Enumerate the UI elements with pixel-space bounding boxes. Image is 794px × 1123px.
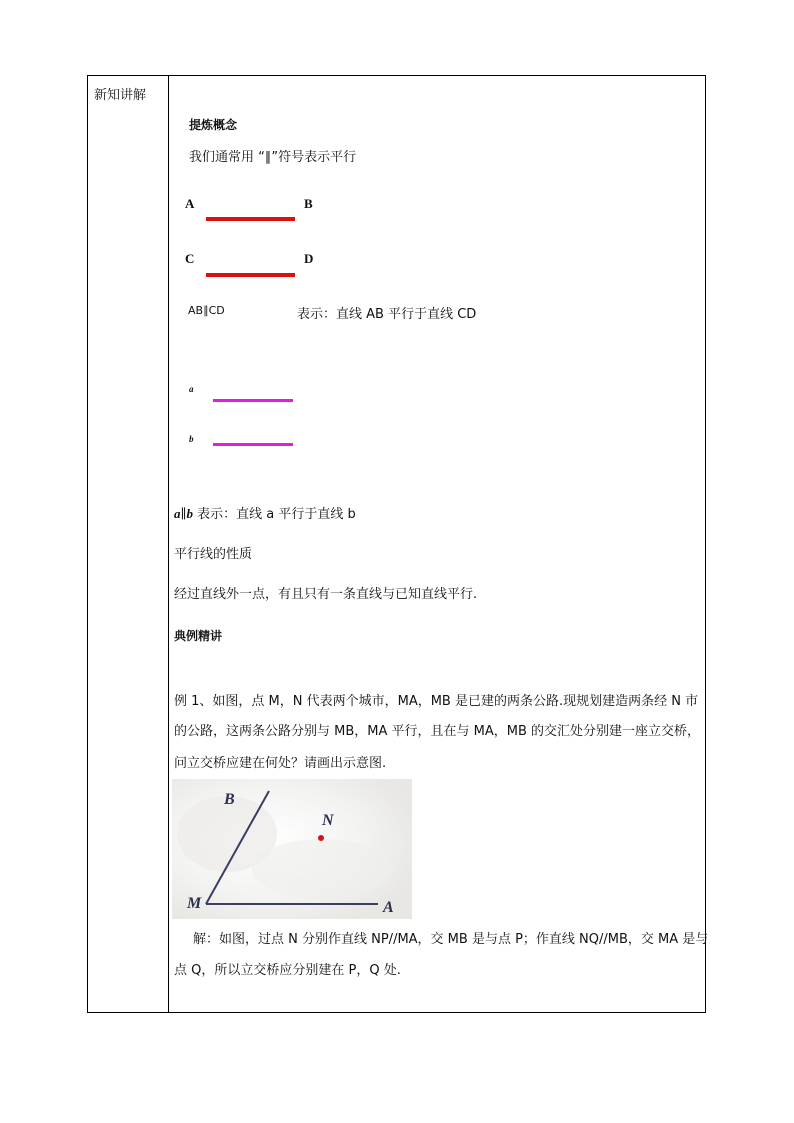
line-cd bbox=[206, 273, 295, 277]
property-title: 平行线的性质 bbox=[174, 547, 253, 562]
watermark-blob bbox=[252, 839, 392, 899]
line-ab bbox=[206, 217, 295, 221]
example-figure bbox=[172, 779, 412, 919]
line-label-b: b bbox=[189, 434, 194, 444]
notation-a-b-desc: 表示：直线 a 平行于直线 b bbox=[197, 507, 356, 522]
notation-symbol-parallel: ∥ bbox=[180, 506, 187, 521]
example-line-3: 问立交桥应建在何处？请画出示意图. bbox=[174, 756, 387, 771]
notation-symbol-b: b bbox=[186, 506, 194, 521]
notation-a-b bbox=[174, 503, 356, 522]
concept-heading: 提炼概念 bbox=[189, 118, 238, 132]
point-label-d: D bbox=[304, 251, 314, 266]
line-label-a: a bbox=[189, 384, 194, 394]
line-b bbox=[213, 443, 293, 446]
figure-label-b: B bbox=[224, 791, 235, 808]
example-heading: 典例精讲 bbox=[174, 629, 223, 643]
example-line-2: 的公路，这两条公路分别与 MB，MA 平行，且在与 MA，MB 的交汇处分别建一座立交桥， bbox=[174, 724, 701, 739]
example-line-1: 例 1、如图，点 M，N 代表两个城市，MA，MB 是已建的两条公路.现规划建造两条经 N 市 bbox=[174, 694, 699, 709]
point-n bbox=[318, 835, 324, 841]
line-a bbox=[213, 399, 293, 402]
solution-line-1: 解：如图，过点 N 分别作直线 NP//MA，交 MB 是与点 P；作直线 NQ//MB，交 MA 是与 bbox=[193, 932, 709, 947]
point-label-c: C bbox=[185, 251, 195, 266]
notation-ab-cd: AB∥CD bbox=[188, 304, 225, 317]
point-label-a: A bbox=[185, 196, 195, 211]
notation-symbol-a: a bbox=[174, 506, 181, 521]
solution-line-2: 点 Q，所以立交桥应分别建在 P，Q 处. bbox=[174, 963, 401, 978]
figure-label-a: A bbox=[383, 899, 394, 916]
concept-intro: 我们通常用 “∥”符号表示平行 bbox=[189, 150, 357, 165]
section-label: 新知讲解 bbox=[94, 88, 147, 103]
notation-ab-cd-desc: 表示：直线 AB 平行于直线 CD bbox=[297, 307, 477, 322]
figure-label-n: N bbox=[322, 812, 334, 829]
property-statement: 经过直线外一点，有且只有一条直线与已知直线平行. bbox=[174, 587, 478, 602]
figure-label-m: M bbox=[187, 895, 202, 912]
point-label-b: B bbox=[304, 196, 313, 211]
column-divider bbox=[168, 76, 169, 1012]
